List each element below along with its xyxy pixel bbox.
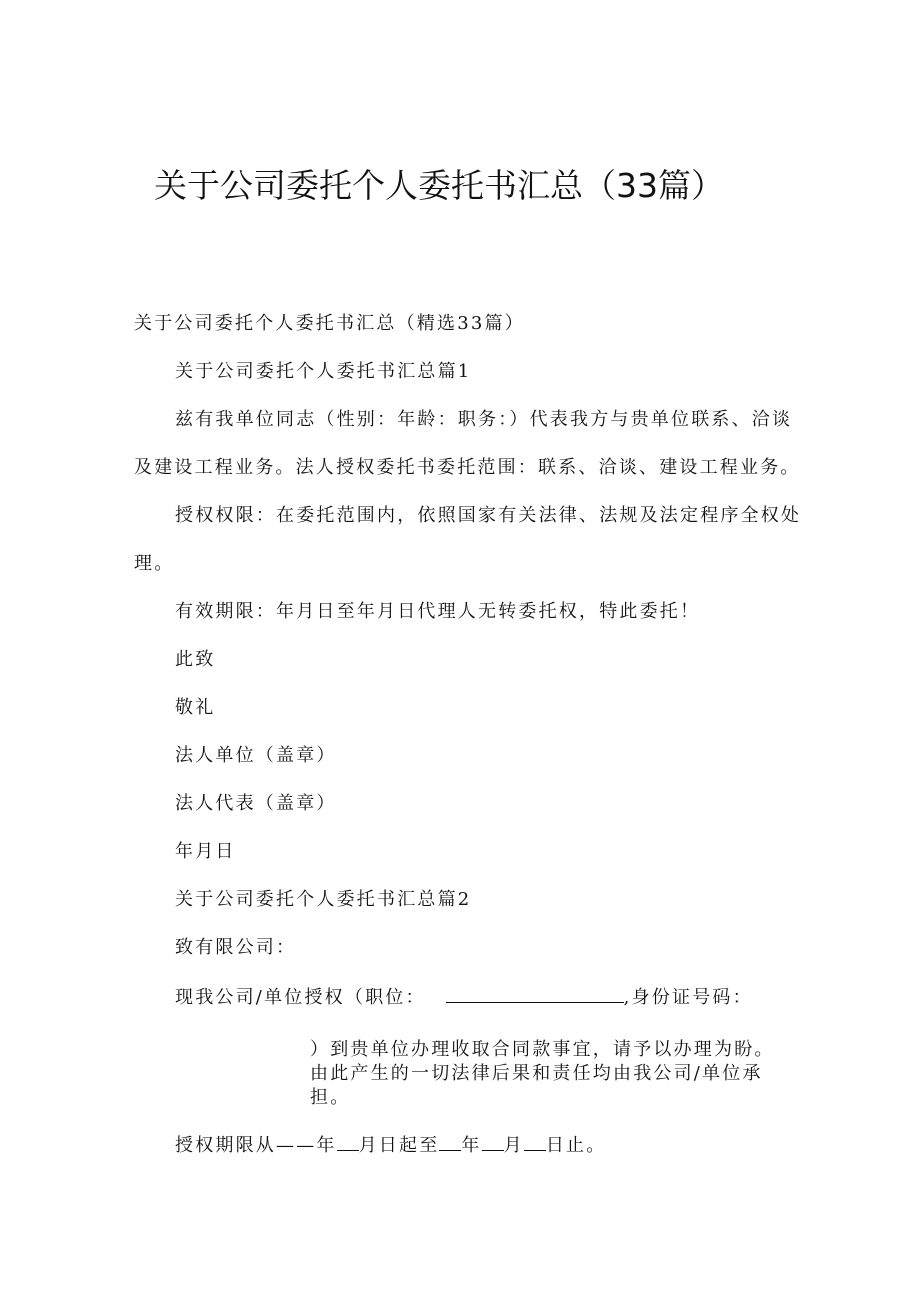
intro-line: 关于公司委托个人委托书汇总（精选33篇） <box>134 313 525 334</box>
box-line-1: ）到贵单位办理收取合同款事宜，请予以办理为盼。 <box>310 1039 775 1060</box>
year-blank-2 <box>439 1132 461 1151</box>
period-part-e: 日止。 <box>545 1135 607 1156</box>
sign-representative: 法人代表（盖章） <box>175 793 337 814</box>
sign-unit: 法人单位（盖章） <box>175 745 337 766</box>
period-part-d: 月 <box>503 1135 524 1156</box>
section1-para1-line1: 兹有我单位同志（性别：年龄：职务：）代表我方与贵单位联系、洽谈 <box>175 409 793 430</box>
section1-para2-line2: 理。 <box>134 553 175 574</box>
box-line-3: 担。 <box>310 1087 351 1108</box>
section2-addressee: 致有限公司： <box>175 937 297 958</box>
authorization-prefix: 现我公司/单位授权（职位： <box>175 987 426 1008</box>
authorization-box <box>310 1038 775 1110</box>
document-title: 关于公司委托个人委托书汇总（33篇） <box>154 166 724 205</box>
section1-validity: 有效期限：年月日至年月日代理人无转委托权，特此委托！ <box>175 601 701 622</box>
position-blank <box>446 984 624 1003</box>
closing-cizhi: 此致 <box>175 649 216 670</box>
month-blank-2 <box>482 1132 504 1151</box>
period-part-b: 月日起至 <box>358 1135 440 1156</box>
section2-heading: 关于公司委托个人委托书汇总篇2 <box>175 889 472 910</box>
section1-para1-line2: 及建设工程业务。法人授权委托书委托范围：联系、洽谈、建设工程业务。 <box>134 457 801 478</box>
day-blank-2 <box>524 1132 546 1151</box>
period-part-a: 授权期限从——年 <box>175 1135 337 1156</box>
authorization-suffix: ,身份证号码： <box>623 987 753 1008</box>
month-blank-1 <box>337 1132 359 1151</box>
box-line-2: 由此产生的一切法律后果和责任均由我公司/单位承 <box>310 1063 763 1084</box>
sign-date: 年月日 <box>175 841 236 862</box>
authorization-line <box>175 984 753 1010</box>
period-part-c: 年 <box>461 1135 482 1156</box>
closing-jingli: 敬礼 <box>175 697 216 718</box>
section1-heading: 关于公司委托个人委托书汇总篇1 <box>175 361 472 382</box>
section1-para2-line1: 授权权限：在委托范围内，依照国家有关法律、法规及法定程序全权处 <box>175 505 802 526</box>
authorization-period <box>175 1132 606 1158</box>
